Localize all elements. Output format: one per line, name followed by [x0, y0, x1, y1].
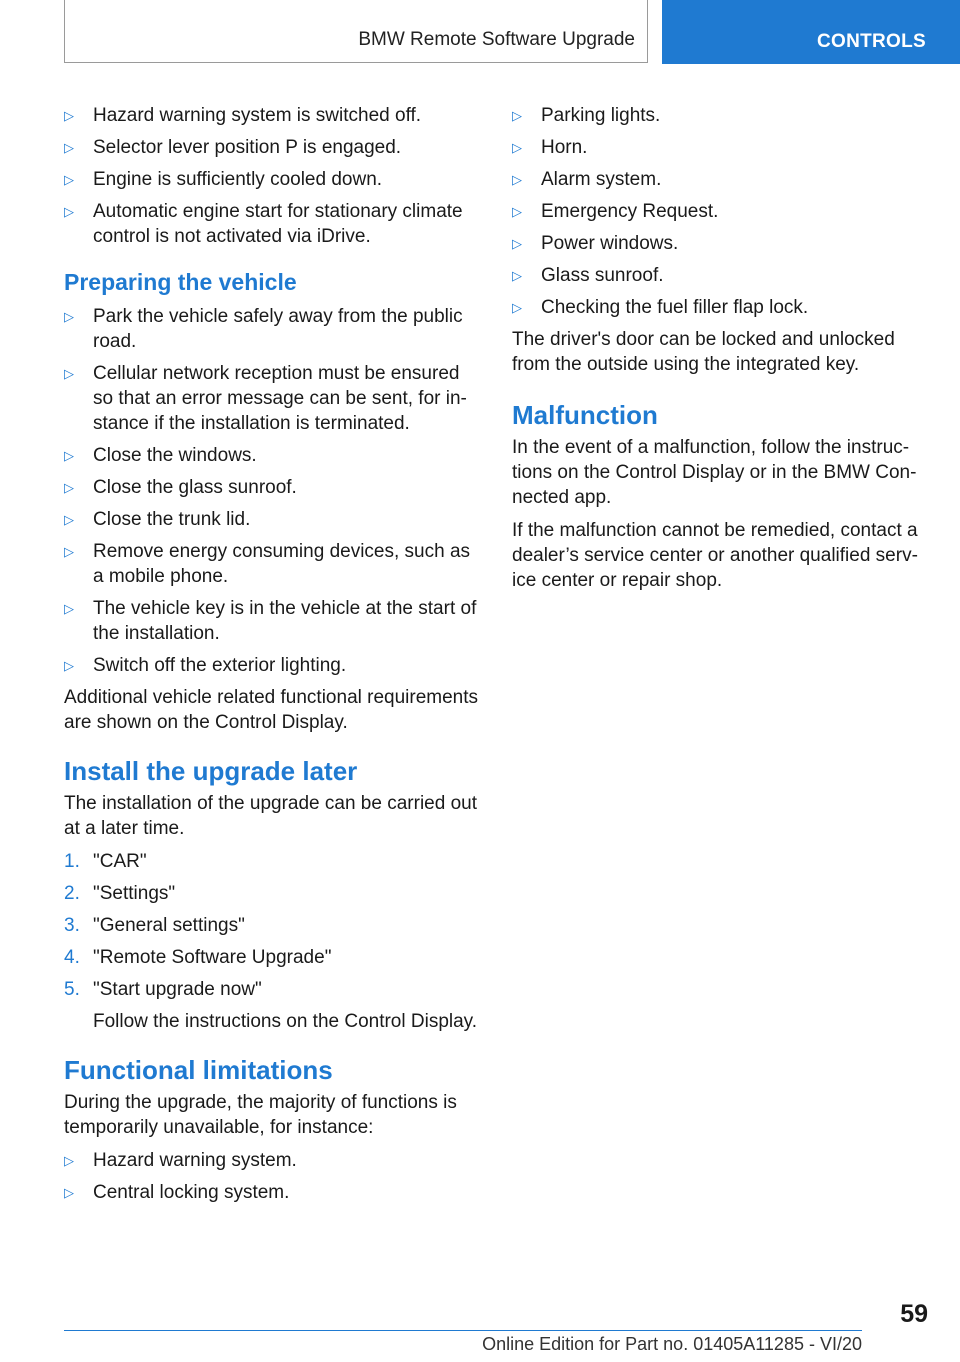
limitations-list — [64, 1148, 484, 1205]
triangle-bullet-icon: ▷ — [512, 204, 522, 219]
list-item: ▷ Central locking system. — [64, 1182, 290, 1203]
limitations-list-continued — [512, 103, 928, 320]
triangle-bullet-icon: ▷ — [64, 658, 74, 673]
limitations-heading: Functional limitations — [64, 1055, 333, 1085]
list-item: ▷ Alarm system. — [512, 169, 662, 190]
list-item: ▷ Cellular network reception must be ensured so that an error message can be sent, for instance if the installation is terminated. — [64, 363, 467, 434]
list-item: ▷ Engine is sufficiently cooled down. — [64, 169, 383, 190]
preparing-list — [64, 304, 484, 678]
triangle-bullet-icon: ▷ — [64, 204, 74, 219]
section-title: BMW Remote Software Upgrade — [358, 29, 635, 50]
step-number: 3. — [64, 915, 80, 936]
install-later-heading: Install the upgrade later — [64, 756, 358, 786]
footer-divider — [64, 1330, 862, 1331]
list-item: ▷ Hazard warning system. — [64, 1150, 297, 1171]
step-instruction: Follow the instructions on the Control Display. — [93, 1011, 478, 1032]
list-item: ▷ Automatic engine start for stationary climate control is not activated via iDrive. — [64, 201, 463, 247]
list-item: ▷ Switch off the exterior lighting. — [64, 655, 347, 676]
triangle-bullet-icon: ▷ — [512, 236, 522, 251]
list-item: ▷ The vehicle key is in the vehicle at the start of the installation. — [64, 598, 477, 644]
install-later-text: The installation of the upgrade can be carried out at a later time. — [64, 793, 477, 839]
triangle-bullet-icon: ▷ — [64, 601, 74, 616]
page-number: 59 — [900, 1300, 928, 1328]
triangle-bullet-icon: ▷ — [64, 309, 74, 324]
triangle-bullet-icon: ▷ — [64, 512, 74, 527]
step-number: 5. — [64, 979, 80, 1000]
triangle-bullet-icon: ▷ — [64, 1185, 74, 1200]
list-item: ▷ Hazard warning system is switched off. — [64, 105, 422, 126]
triangle-bullet-icon: ▷ — [512, 108, 522, 123]
triangle-bullet-icon: ▷ — [512, 140, 522, 155]
step-number: 4. — [64, 947, 80, 968]
intro-list — [64, 103, 484, 249]
list-item: ▷ Emergency Request. — [512, 201, 719, 222]
triangle-bullet-icon: ▷ — [512, 300, 522, 315]
preparing-note: Additional vehicle related functional requirements are shown on the Control Display. — [64, 687, 479, 733]
list-item: ▷ Close the trunk lid. — [64, 509, 251, 530]
step-item: 4. "Remote Software Upgrade" — [64, 947, 332, 968]
preparing-heading: Preparing the vehicle — [64, 269, 297, 295]
triangle-bullet-icon: ▷ — [64, 366, 74, 381]
triangle-bullet-icon: ▷ — [64, 1153, 74, 1168]
triangle-bullet-icon: ▷ — [512, 172, 522, 187]
step-number: 1. — [64, 851, 80, 872]
list-item: ▷ Parking lights. — [512, 105, 661, 126]
triangle-bullet-icon: ▷ — [64, 480, 74, 495]
list-item: ▷ Park the vehicle safely away from the public road. — [64, 306, 463, 352]
chapter-title: CONTROLS — [816, 31, 926, 52]
step-number: 2. — [64, 883, 80, 904]
step-item: 5. "Start upgrade now" Follow the instructions on the Control Display. — [64, 977, 484, 1034]
step-item: 2. "Settings" — [64, 883, 176, 904]
right-column — [512, 103, 928, 601]
list-item: ▷ Power windows. — [512, 233, 679, 254]
header-section-title — [64, 0, 648, 63]
triangle-bullet-icon: ▷ — [64, 140, 74, 155]
limitations-text: During the upgrade, the majority of functions is temporarily unavailable, for instance: — [64, 1092, 457, 1138]
step-item: 3. "General settings" — [64, 915, 245, 936]
list-item: ▷ Remove energy consuming devices, such as a mobile phone. — [64, 541, 471, 587]
door-note: The driver's door can be locked and unlocked from the outside using the integrated key. — [512, 329, 895, 375]
list-item: ▷ Horn. — [512, 137, 588, 158]
triangle-bullet-icon: ▷ — [64, 544, 74, 559]
triangle-bullet-icon: ▷ — [64, 172, 74, 187]
header-chapter-tab — [662, 0, 960, 64]
list-item: ▷ Close the glass sunroof. — [64, 477, 297, 498]
list-item: ▷ Checking the fuel filler flap lock. — [512, 297, 809, 318]
footer-edition: Online Edition for Part no. 01405A11285 - VI/20 — [482, 1334, 862, 1354]
install-steps-list — [64, 849, 484, 1034]
triangle-bullet-icon: ▷ — [64, 448, 74, 463]
malfunction-heading: Malfunction — [512, 400, 658, 430]
list-item: ▷ Close the windows. — [64, 445, 257, 466]
left-column — [64, 103, 484, 1212]
triangle-bullet-icon: ▷ — [512, 268, 522, 283]
list-item: ▷ Glass sunroof. — [512, 265, 664, 286]
list-item: ▷ Selector lever position P is engaged. — [64, 137, 402, 158]
triangle-bullet-icon: ▷ — [64, 108, 74, 123]
malfunction-text-2: If the malfunction cannot be remedied, contact a dealer’s service center or another qualified service center or repair shop. — [512, 520, 918, 591]
malfunction-text-1: In the event of a malfunction, follow the instructions on the Control Display or in the BMW Connected app. — [512, 437, 917, 508]
step-item: 1. "CAR" — [64, 851, 147, 872]
